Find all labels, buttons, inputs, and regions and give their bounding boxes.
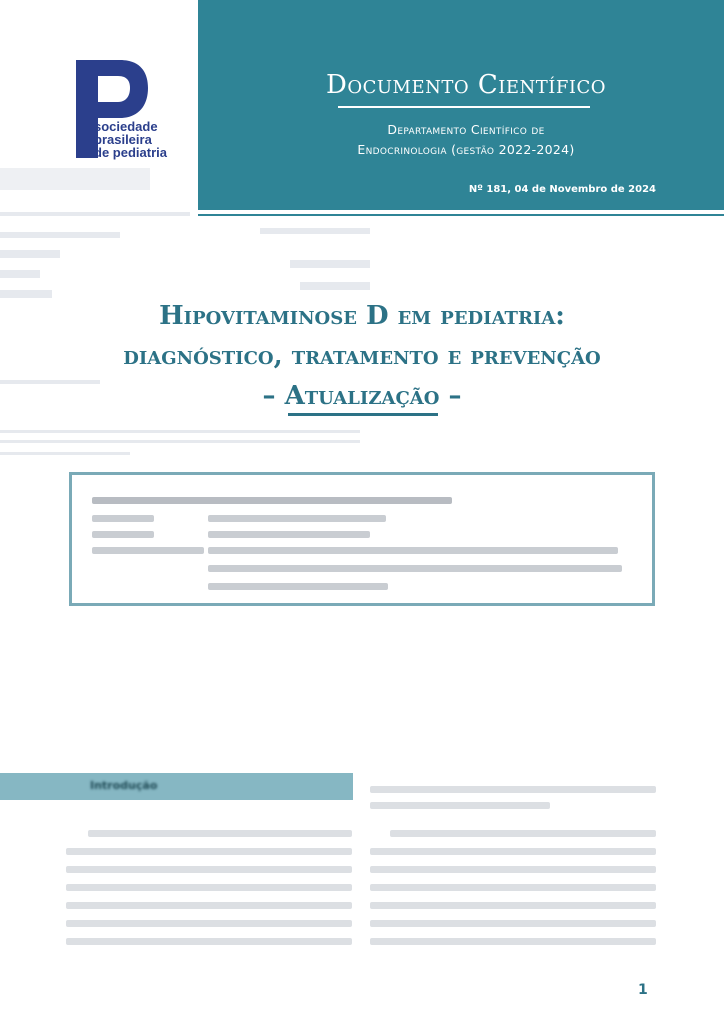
logo-wordmark: sociedade brasileira de pediatria xyxy=(94,119,167,160)
sbp-logo xyxy=(72,60,182,160)
blurred-line xyxy=(208,583,388,590)
section-title: Introdução xyxy=(90,779,158,792)
department-text: Departamento Científico de Endocrinologia (gestão 2022-2024) xyxy=(357,122,575,157)
blurred-line xyxy=(208,531,370,538)
blurred-line xyxy=(92,531,154,538)
header-underline xyxy=(198,214,724,216)
document-title: Hipovitaminose D em pediatria: diagnóstico, tratamento e prevenção – Atualização – xyxy=(123,301,601,411)
blurred-line xyxy=(208,547,618,554)
blurred-line xyxy=(92,497,452,504)
authors-box xyxy=(69,472,655,606)
title-rule xyxy=(288,413,438,416)
header-band xyxy=(198,0,724,210)
blurred-line xyxy=(92,515,154,522)
blurred-line xyxy=(92,547,204,554)
blurred-line xyxy=(208,565,622,572)
page-number: 1 xyxy=(638,982,648,998)
heading-rule xyxy=(338,106,590,108)
blurred-line xyxy=(208,515,386,522)
issue-date: Nº 181, 04 de Novembro de 2024 xyxy=(468,184,656,195)
section-header-intro xyxy=(0,773,353,800)
document-kind-heading: Documento Científico xyxy=(325,70,607,100)
